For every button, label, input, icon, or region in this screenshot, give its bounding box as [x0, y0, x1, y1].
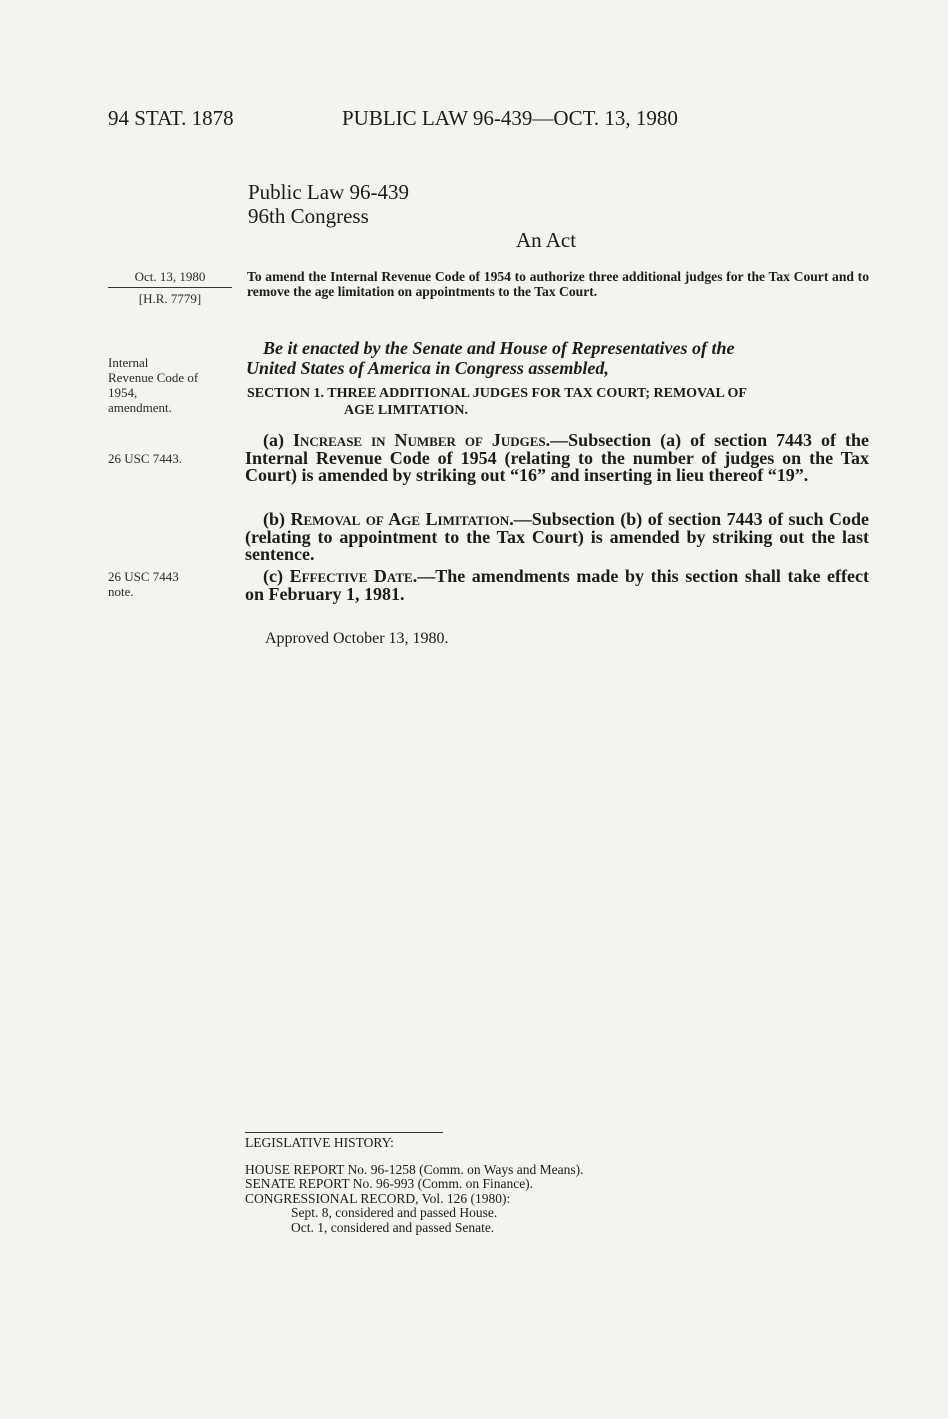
margin-date: Oct. 13, 1980	[134, 269, 206, 284]
subsection-c-text: —The amendments made by this section shall take effect on February 1, 1981.	[245, 566, 869, 604]
act-heading: An Act	[516, 228, 577, 252]
congressional-record: CONGRESSIONAL RECORD, Vol. 126 (1980):	[245, 1190, 511, 1206]
senate-report: SENATE REPORT No. 96-993 (Comm. on Finance).	[245, 1176, 534, 1191]
subsection-b-label: (b)	[263, 509, 291, 529]
house-report: HOUSE REPORT No. 96-1258 (Comm. on Ways and Means).	[245, 1161, 584, 1177]
enacting-clause	[246, 338, 869, 378]
enacting-clause-line-1: Be it enacted by the Senate and House of Representatives of the	[263, 338, 735, 358]
act-purpose: To amend the Internal Revenue Code of 1954 to authorize three additional judges for the Tax Court and to remove the age limitation on appointments to the Tax Court.	[247, 269, 869, 299]
legislative-history-rule	[245, 1132, 443, 1133]
subsection-c	[245, 568, 869, 603]
subsection-b-heading: Removal of Age Limitation.	[290, 509, 514, 529]
section-heading-line-1: SECTION 1. THREE ADDITIONAL JUDGES FOR TAX COURT; REMOVAL OF	[247, 386, 747, 401]
subsection-a-heading: Increase in Number of Judges.	[292, 430, 551, 450]
record-entry: Oct. 1, considered and passed Senate.	[291, 1219, 495, 1235]
margin-note-line: 26 USC 7443	[108, 569, 179, 584]
running-header: PUBLIC LAW 96-439—OCT. 13, 1980	[342, 106, 678, 130]
margin-note-line: Revenue Code of	[108, 370, 199, 385]
public-law-number: Public Law 96-439	[248, 180, 409, 204]
margin-date-block	[108, 269, 232, 306]
subsection-c-label: (c)	[263, 566, 290, 586]
page-stat-citation: 94 STAT. 1878	[108, 106, 234, 130]
legislative-history	[245, 1136, 583, 1235]
subsection-b	[245, 511, 869, 564]
section-heading-line-2: AGE LIMITATION.	[344, 403, 468, 418]
subsection-c-heading: Effective Date.	[289, 566, 418, 586]
margin-note-line: note.	[108, 584, 134, 599]
margin-note-usc: 26 USC 7443.	[108, 451, 183, 466]
margin-bill-number: [H.R. 7779]	[138, 291, 202, 306]
legislative-history-heading: LEGISLATIVE HISTORY:	[245, 1135, 394, 1150]
approval-date: Approved October 13, 1980.	[265, 630, 449, 647]
record-entry: Sept. 8, considered and passed House.	[291, 1205, 498, 1220]
margin-note-irc	[108, 355, 238, 415]
margin-note-line: amendment.	[108, 400, 172, 415]
subsection-a-label: (a)	[263, 430, 293, 450]
subsection-a-text: —Subsection (a) of section 7443 of the Internal Revenue Code of 1954 (relating to the number of judges on the Tax Court) is amended by striking out “16” and inserting in lieu thereof “19”.	[245, 430, 869, 485]
section-heading	[247, 385, 869, 419]
enacting-clause-line-2: United States of America in Congress assembled,	[246, 358, 609, 378]
subsection-b-text: —Subsection (b) of section 7443 of such Code (relating to appointment to the Tax Court) is amended by striking out the last sentence.	[245, 509, 870, 564]
spacer	[245, 1151, 583, 1163]
margin-note-line: 1954,	[108, 385, 138, 400]
margin-note-usc-note	[108, 569, 228, 599]
law-title-block	[248, 180, 409, 228]
margin-note-line: Internal	[108, 355, 149, 370]
congress-number: 96th Congress	[248, 204, 369, 228]
subsection-a	[245, 432, 869, 485]
margin-divider	[108, 287, 232, 288]
